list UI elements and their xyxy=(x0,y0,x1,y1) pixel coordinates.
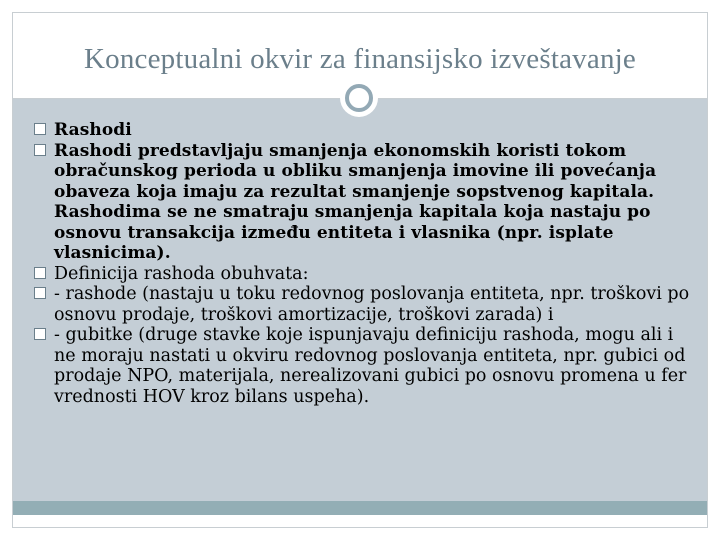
square-bullet-icon xyxy=(34,144,46,156)
bullet-item xyxy=(34,264,694,285)
square-bullet-icon xyxy=(34,123,46,135)
square-bullet-icon xyxy=(34,287,46,299)
circle-ornament-icon xyxy=(340,79,378,117)
bullet-list xyxy=(34,120,694,407)
bullet-item xyxy=(34,284,694,325)
bullet-text: Rashodi predstavljaju smanjenja ekonomskih koristi tokom obračunskog perioda u obliku smanjenja imovine ili povećanja obaveza koja imaju za rezultat smanjenje sopstvenog kapitala. Rashodima se ne smatraju smanjenja kapitala koja nastaju po osnovu transakcija između entiteta i vlasnika (npr. isplate vlasnicima). xyxy=(54,140,657,263)
bullet-text: Definicija rashoda obuhvata: xyxy=(54,263,309,284)
bullet-item xyxy=(34,325,694,407)
bullet-item xyxy=(34,141,694,264)
square-bullet-icon xyxy=(34,267,46,279)
bullet-text: Rashodi xyxy=(54,120,132,140)
footer-rule xyxy=(13,515,707,527)
bullet-item xyxy=(34,120,694,141)
circle-ring xyxy=(345,84,373,112)
slide-title: Konceptualni okvir za finansijsko izveštavanje xyxy=(84,43,636,75)
footer-bar xyxy=(13,501,707,515)
bullet-text: - gubitke (druge stavke koje ispunjavaju definiciju rashoda, mogu ali i ne moraju nastati u okviru redovnog poslovanja entiteta, npr. gubici od prodaje NPO, materijala, nerealizovani gubici po osnovu promena u fer vrednosti HOV kroz bilans uspeha). xyxy=(54,325,687,407)
square-bullet-icon xyxy=(34,328,46,340)
bullet-text: - rashode (nastaju u toku redovnog poslovanja entiteta, npr. troškovi po osnovu prodaje, troškovi amortizacije, troškovi zarada) i xyxy=(54,284,690,325)
